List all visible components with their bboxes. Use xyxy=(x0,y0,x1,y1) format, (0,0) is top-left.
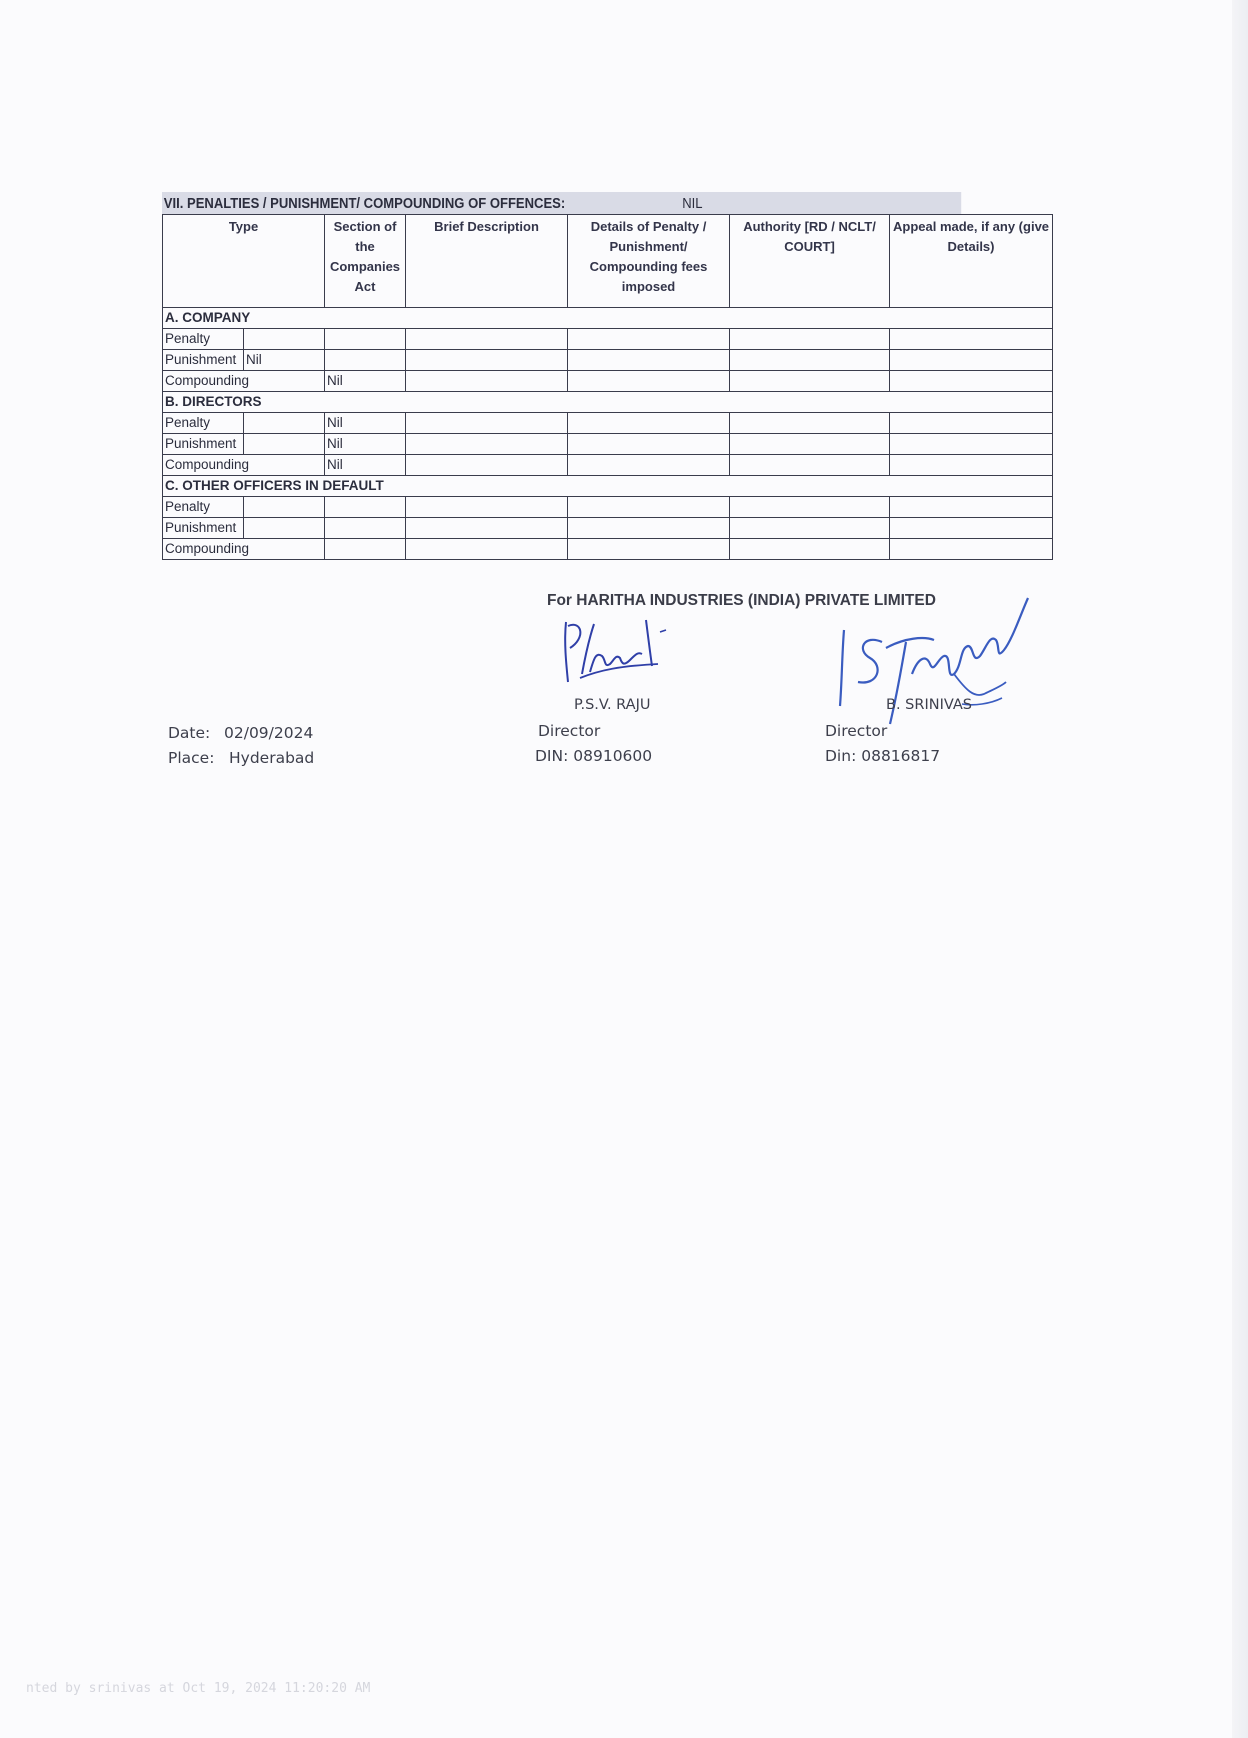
row-section xyxy=(325,329,406,350)
row-section xyxy=(325,539,406,560)
row-cell xyxy=(890,455,1053,476)
row-section: Nil xyxy=(325,413,406,434)
signature-b-srinivas xyxy=(834,594,1034,734)
group-label: A. COMPANY xyxy=(163,308,1053,329)
header-appeal: Appeal made, if any (give Details) xyxy=(890,215,1053,308)
section-header xyxy=(162,192,961,214)
table-row xyxy=(163,413,1053,434)
row-cell xyxy=(730,539,890,560)
group-row xyxy=(163,308,1053,329)
row-cell xyxy=(568,434,730,455)
row-cell xyxy=(406,434,568,455)
row-sub: Nil xyxy=(244,350,325,371)
row-cell xyxy=(890,413,1053,434)
signatory-2-designation: Director xyxy=(825,722,888,740)
row-sub xyxy=(244,329,325,350)
row-cell xyxy=(890,518,1053,539)
signatory-1-name: P.S.V. RAJU xyxy=(574,697,651,713)
header-brief-description: Brief Description xyxy=(406,215,568,308)
row-cell xyxy=(730,455,890,476)
row-section xyxy=(325,518,406,539)
table-row xyxy=(163,455,1053,476)
row-cell xyxy=(730,329,890,350)
row-cell xyxy=(568,350,730,371)
group-row xyxy=(163,392,1053,413)
row-cell xyxy=(406,413,568,434)
row-cell xyxy=(406,329,568,350)
row-cell xyxy=(890,350,1053,371)
row-type: Punishment xyxy=(163,518,244,539)
section-title: VII. PENALTIES / PUNISHMENT/ COMPOUNDING OF OFFENCES: xyxy=(163,196,566,212)
row-cell xyxy=(890,497,1053,518)
table-row xyxy=(163,434,1053,455)
signatory-1-designation: Director xyxy=(538,722,601,740)
place-value: Hyderabad xyxy=(229,749,315,767)
date-value: 02/09/2024 xyxy=(224,724,314,742)
row-type: Penalty xyxy=(163,329,244,350)
row-cell xyxy=(568,497,730,518)
table-header-row xyxy=(163,215,1053,308)
row-sub xyxy=(244,497,325,518)
row-sub xyxy=(244,518,325,539)
row-cell xyxy=(568,329,730,350)
header-section: Section of the Companies Act xyxy=(325,215,406,308)
row-cell xyxy=(406,455,568,476)
print-footer: nted by srinivas at Oct 19, 2024 11:20:20 AM xyxy=(26,1681,371,1696)
row-cell xyxy=(568,539,730,560)
signatory-2-name: B. SRINIVAS xyxy=(886,697,972,713)
row-cell xyxy=(890,371,1053,392)
row-cell xyxy=(730,497,890,518)
row-type: Penalty xyxy=(163,413,244,434)
row-cell xyxy=(890,329,1053,350)
signatory-2-din: Din: 08816817 xyxy=(825,747,941,765)
row-cell xyxy=(730,371,890,392)
row-section xyxy=(325,497,406,518)
row-cell xyxy=(568,455,730,476)
for-company-line: For HARITHA INDUSTRIES (INDIA) PRIVATE LIMITED xyxy=(547,592,936,609)
row-type: Punishment xyxy=(163,350,244,371)
row-section: Nil xyxy=(325,371,406,392)
table-row xyxy=(163,329,1053,350)
row-cell xyxy=(730,413,890,434)
row-cell xyxy=(406,518,568,539)
row-cell xyxy=(406,539,568,560)
row-type: Compounding xyxy=(163,455,325,476)
row-section: Nil xyxy=(325,455,406,476)
row-type: Compounding xyxy=(163,371,325,392)
row-cell xyxy=(730,518,890,539)
header-details: Details of Penalty / Punishment/ Compounding fees imposed xyxy=(568,215,730,308)
group-row xyxy=(163,476,1053,497)
row-cell xyxy=(730,350,890,371)
signatory-1-din: DIN: 08910600 xyxy=(535,747,653,765)
table-row xyxy=(163,539,1053,560)
row-cell xyxy=(890,539,1053,560)
row-type: Penalty xyxy=(163,497,244,518)
row-type: Compounding xyxy=(163,539,325,560)
signature-psv-raju xyxy=(560,612,670,692)
group-label: C. OTHER OFFICERS IN DEFAULT xyxy=(163,476,1053,497)
row-cell xyxy=(406,497,568,518)
row-cell xyxy=(730,434,890,455)
row-sub xyxy=(244,434,325,455)
row-cell xyxy=(406,350,568,371)
section-status: NIL xyxy=(682,196,703,212)
table-row xyxy=(163,350,1053,371)
table-row xyxy=(163,497,1053,518)
row-cell xyxy=(890,434,1053,455)
table-row xyxy=(163,371,1053,392)
row-type: Punishment xyxy=(163,434,244,455)
row-section: Nil xyxy=(325,434,406,455)
row-cell xyxy=(568,413,730,434)
header-authority: Authority [RD / NCLT/ COURT] xyxy=(730,215,890,308)
penalties-table xyxy=(162,214,1053,560)
row-cell xyxy=(568,518,730,539)
group-label: B. DIRECTORS xyxy=(163,392,1053,413)
row-sub xyxy=(244,413,325,434)
row-cell xyxy=(406,371,568,392)
row-section xyxy=(325,350,406,371)
page-edge-shadow xyxy=(1232,0,1248,1738)
table-row xyxy=(163,518,1053,539)
row-cell xyxy=(568,371,730,392)
date-label: Date: xyxy=(168,724,211,742)
header-type: Type xyxy=(163,215,325,308)
place-label: Place: xyxy=(168,749,215,767)
